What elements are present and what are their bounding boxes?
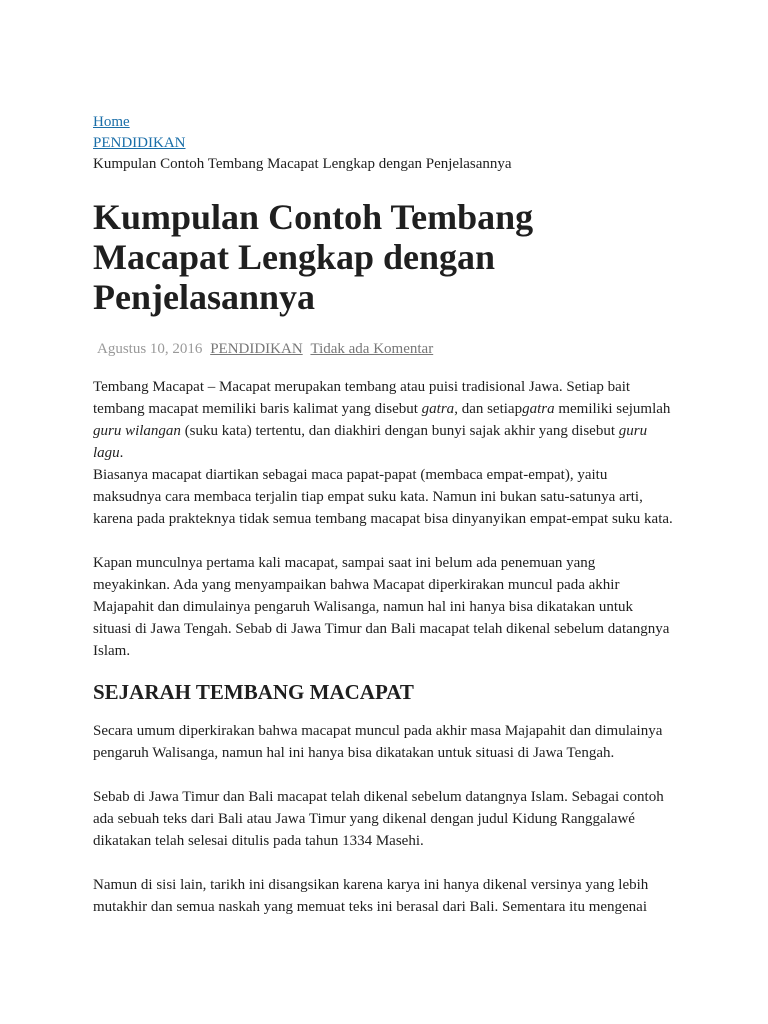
intro-paragraph-3: Kapan munculnya pertama kali macapat, sampai saat ini belum ada penemuan yang meyakinkan. Ada yang menyampaikan bahwa Macapat diperkirakan muncul pada akhir Majapahit dan dimulainya pengaruh Walisanga, namun hal ini hanya bisa dikatakan untuk situasi di Jawa Tengah. Sebab di Jawa Timur dan Bali macapat telah dikenal sebelum datangnya Islam.: [93, 555, 670, 659]
intro-paragraph-2: Biasanya macapat diartikan sebagai maca papat-papat (membaca empat-empat), yaitu maksudnya cara membaca terjalin tiap empat suku kata. Namun ini bukan satu-satunya arti, karena pada prakteknya tidak semua tembang macapat bisa dinyanyikan empat-empat suku kata.: [93, 467, 673, 527]
article-page: [93, 112, 673, 918]
intro-text: Tembang Macapat – Macapat merupakan tembang atau puisi tradisional Jawa. Setiap bait tembang macapat memiliki baris kalimat yang disebut: [93, 379, 631, 417]
post-category-link[interactable]: PENDIDIKAN: [210, 341, 303, 357]
intro-text: , dan setiap: [454, 401, 523, 417]
breadcrumb-current: Kumpulan Contoh Tembang Macapat Lengkap dengan Penjelasannya: [93, 156, 512, 172]
home-link[interactable]: Home: [93, 114, 130, 130]
post-meta: [93, 339, 673, 359]
term-guru-lagu: guru lagu: [93, 423, 648, 461]
category-link[interactable]: PENDIDIKAN: [93, 135, 186, 151]
term-gatra: gatra: [421, 401, 455, 417]
section-heading: SEJARAH TEMBANG MACAPAT: [93, 680, 414, 704]
article-body: [93, 376, 673, 662]
term-guru-wilangan: guru wilangan: [93, 423, 181, 439]
post-date: Agustus 10, 2016: [97, 341, 203, 357]
section-paragraph-3: Namun di sisi lain, tarikh ini disangsikan karena karya ini hanya dikenal versinya yang lebih mutakhir dan semua naskah yang memuat teks ini berasal dari Bali. Sementara itu mengenai: [93, 877, 649, 915]
intro-text: (suku kata) tertentu, dan diakhiri dengan bunyi sajak akhir yang disebut: [180, 423, 619, 439]
section-paragraph-2: Sebab di Jawa Timur dan Bali macapat telah dikenal sebelum datangnya Islam. Sebagai contoh ada sebuah teks dari Bali atau Jawa Timur yang dikenal dengan judul Kidung Ranggalawé dikatakan telah selesai ditulis pada tahun 1334 Masehi.: [93, 789, 664, 849]
term-gatra: gatra: [522, 401, 555, 417]
section-body: [93, 720, 673, 918]
intro-text: memiliki sejumlah: [554, 401, 671, 417]
intro-text: .: [119, 445, 124, 461]
page-title: Kumpulan Contoh Tembang Macapat Lengkap dengan Penjelasannya: [93, 197, 534, 317]
intro-paragraph-1: [93, 376, 673, 464]
breadcrumb-home: [93, 112, 673, 133]
comments-link[interactable]: Tidak ada Komentar: [310, 341, 434, 357]
section-paragraph-1: Secara umum diperkirakan bahwa macapat muncul pada akhir masa Majapahit dan dimulainya pengaruh Walisanga, namun hal ini hanya bisa dikatakan untuk situasi di Jawa Tengah.: [93, 723, 663, 761]
breadcrumb-category: [93, 133, 673, 154]
